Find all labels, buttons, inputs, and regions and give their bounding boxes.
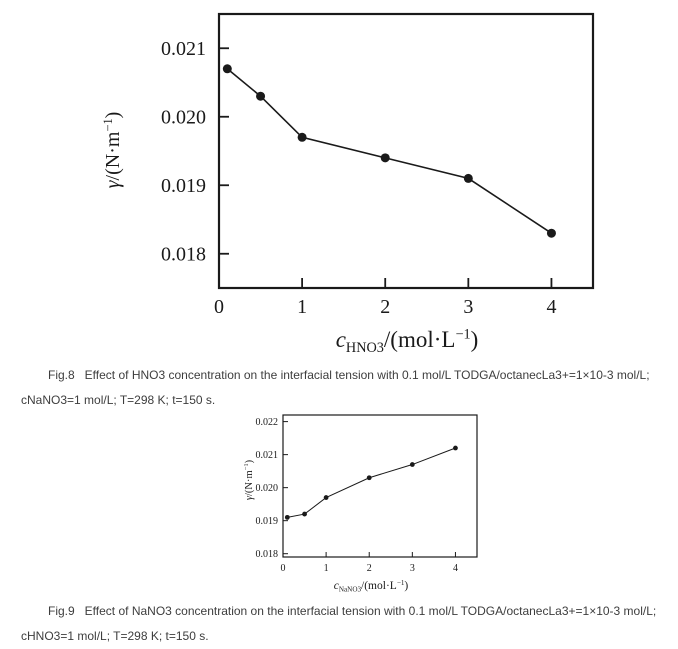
x-tick-label: 4 xyxy=(546,296,557,318)
x-tick-label: 4 xyxy=(452,563,458,574)
data-point xyxy=(410,462,415,467)
fig9-caption-line1: Fig.9 Effect of NaNO3 concentration on the interfacial tension with 0.1 mol/L TODGA/octanecLa3+=1×10-3 mol/L; xyxy=(48,604,657,618)
x-tick-label: 1 xyxy=(297,296,308,318)
x-tick-label: 3 xyxy=(463,296,474,318)
y-tick-label: 0.020 xyxy=(161,106,206,129)
y-tick-label: 0.021 xyxy=(161,38,206,61)
y-axis-label: $\gamma/(N\cdot m^{-1})$ xyxy=(243,459,255,501)
x-tick-label: 2 xyxy=(366,563,372,574)
plot-frame xyxy=(219,14,593,288)
x-axis-label: $c_{HNO3}/(mol\cdot L^{-1})$ xyxy=(335,326,479,357)
data-point xyxy=(324,495,329,500)
y-tick-label: 0.019 xyxy=(255,516,278,528)
fig8-caption-line2: cNaNO3=1 mol/L; T=298 K; t=150 s. xyxy=(21,393,216,407)
x-tick-label: 0 xyxy=(214,296,224,318)
data-point xyxy=(547,229,556,238)
data-series-line xyxy=(227,69,551,233)
y-tick-label: 0.021 xyxy=(255,450,278,462)
data-point xyxy=(464,174,473,183)
y-tick-label: 0.019 xyxy=(161,175,206,198)
data-point xyxy=(285,515,290,520)
x-axis-label: $c_{NaNO3}/(mol\cdot L^{-1})$ xyxy=(333,578,409,594)
x-tick-label: 3 xyxy=(409,563,415,574)
y-tick-label: 0.018 xyxy=(255,549,278,561)
data-point xyxy=(302,512,307,517)
fig9-caption-line2: cHNO3=1 mol/L; T=298 K; t=150 s. xyxy=(21,629,209,643)
x-tick-label: 1 xyxy=(323,563,329,574)
data-point xyxy=(367,475,372,480)
fig8-caption-line1: Fig.8 Effect of HNO3 concentration on the interfacial tension with 0.1 mol/L TODGA/octanecLa3+=1×10-3 mol/L; xyxy=(48,368,650,382)
data-series-line xyxy=(287,448,455,517)
y-tick-label: 0.018 xyxy=(161,243,206,266)
fig9-line-chart xyxy=(0,400,678,600)
x-tick-label: 2 xyxy=(380,296,391,318)
plot-frame xyxy=(283,415,477,557)
data-point xyxy=(453,446,458,451)
data-point xyxy=(381,153,390,162)
data-point xyxy=(223,64,232,73)
y-tick-label: 0.020 xyxy=(255,483,278,495)
y-axis-label: $\gamma/(N\cdot m^{-1})$ xyxy=(100,111,124,189)
y-tick-label: 0.022 xyxy=(255,417,278,429)
data-point xyxy=(298,133,307,142)
data-point xyxy=(256,92,265,101)
x-tick-label: 0 xyxy=(280,563,286,574)
